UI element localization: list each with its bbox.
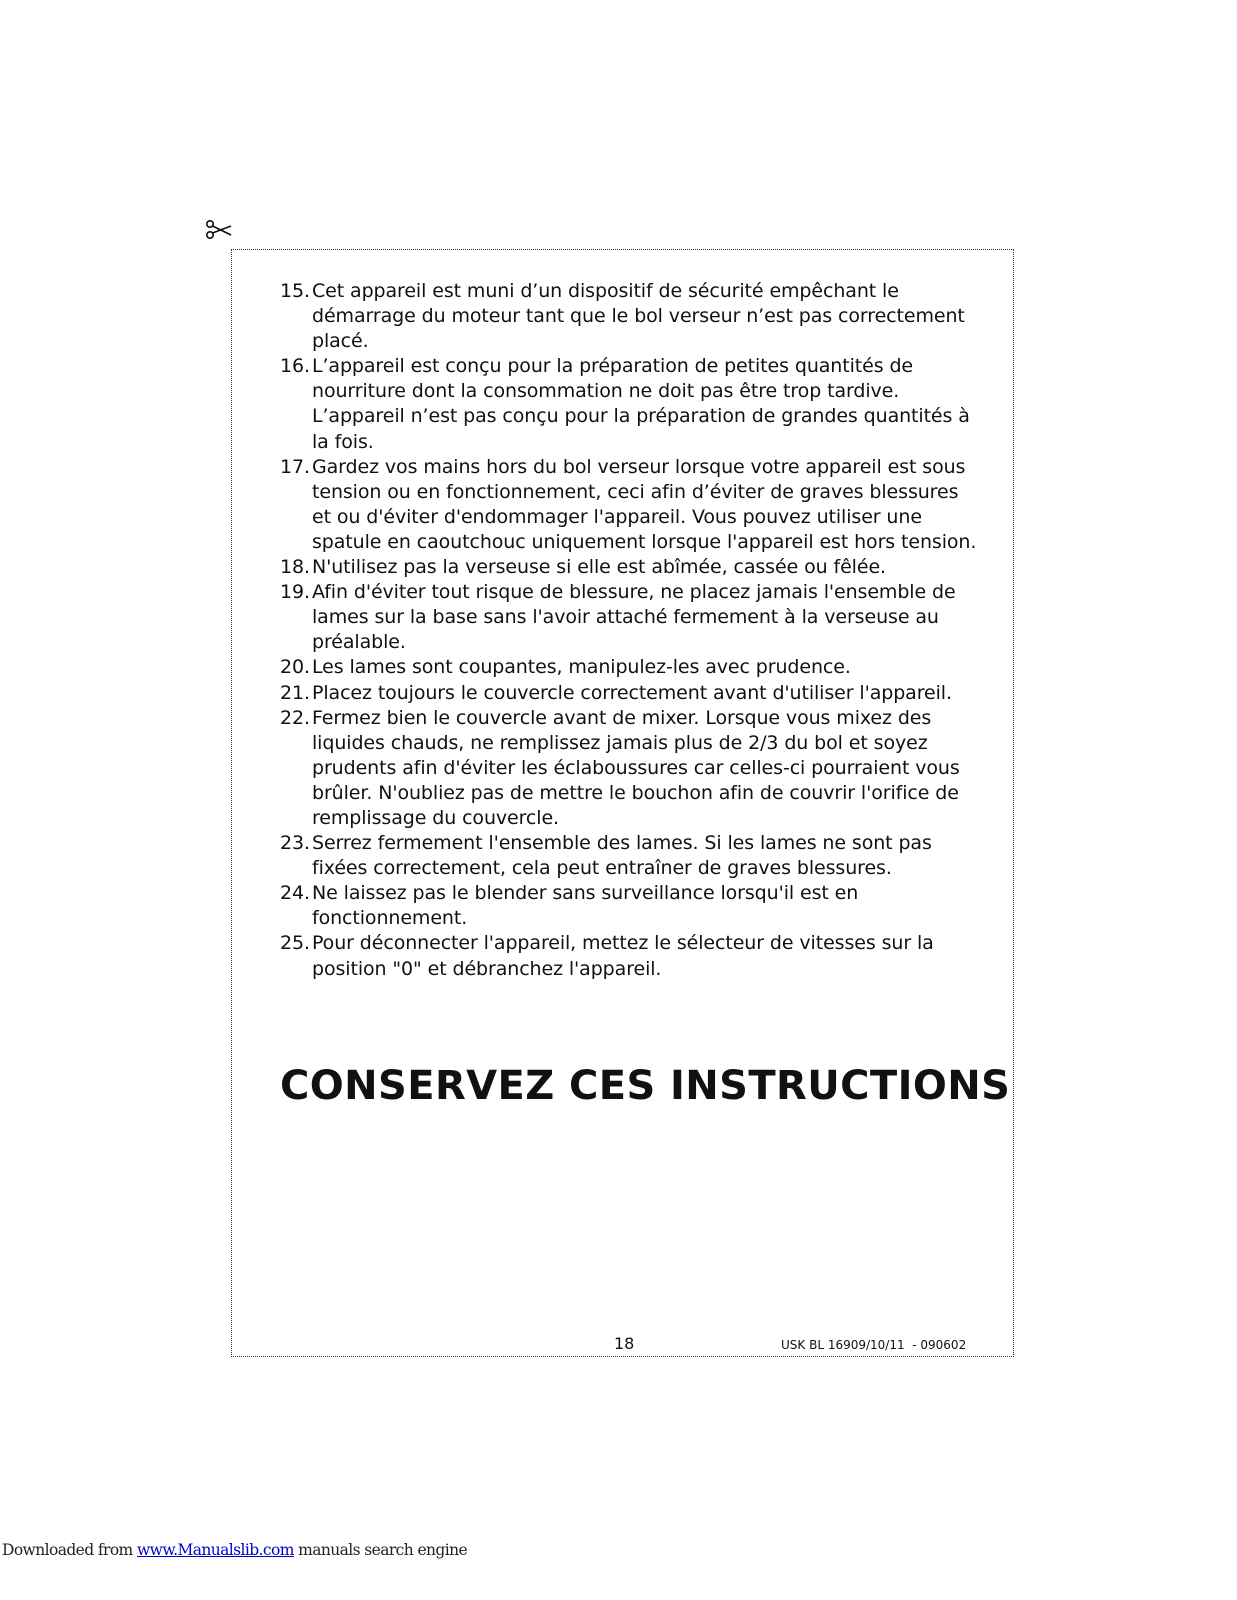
item-text: Afin d'éviter tout risque de blessure, ne placez jamais l'ensemble de lames sur la base sans l'avoir attaché fermement à la verseuse au préalable. xyxy=(312,581,956,654)
item-number: 25. xyxy=(280,932,310,955)
list-item xyxy=(280,354,980,454)
item-number: 19. xyxy=(280,581,310,604)
list-item xyxy=(280,931,980,981)
item-number: 16. xyxy=(280,355,310,378)
item-text: Les lames sont coupantes, manipulez-les avec prudence. xyxy=(312,656,851,679)
save-instructions-heading: CONSERVEZ CES INSTRUCTIONS xyxy=(280,1063,1011,1109)
item-text: N'utilisez pas la verseuse si elle est abîmée, cassée ou fêlée. xyxy=(312,556,886,579)
list-item xyxy=(280,831,980,881)
item-number: 20. xyxy=(280,656,310,679)
page-number: 18 xyxy=(614,1334,635,1353)
list-item xyxy=(280,706,980,831)
list-item xyxy=(280,681,980,706)
list-item xyxy=(280,455,980,555)
item-text: Placez toujours le couvercle correctement avant d'utiliser l'appareil. xyxy=(312,681,952,704)
instructions-content xyxy=(280,279,980,982)
footer-suffix: manuals search engine xyxy=(293,1541,468,1559)
safety-instructions-list xyxy=(280,279,980,982)
item-text: Fermez bien le couvercle avant de mixer. Lorsque vous mixez des liquides chauds, ne remplissez jamais plus de 2/3 du bol et soyez prudents afin d'éviter les éclaboussures car celles-ci pourraient vous brûler. N'oubliez pas de mettre le bouchon afin de couvrir l'orifice de remplissage du couvercle. xyxy=(312,706,960,829)
list-item xyxy=(280,279,980,354)
item-text: L’appareil est conçu pour la préparation de petites quantités de nourriture dont la consommation ne doit pas être trop tardive. L’appareil n’est pas conçu pour la préparation de grandes quantités à la fois. xyxy=(312,355,970,453)
manualslib-link[interactable]: www.Manualslib.com xyxy=(137,1541,294,1559)
footer-prefix: Downloaded from xyxy=(2,1541,137,1559)
list-item xyxy=(280,655,980,680)
item-text: Cet appareil est muni d’un dispositif de sécurité empêchant le démarrage du moteur tant que le bol verseur n’est pas correctement placé. xyxy=(312,280,965,353)
item-text: Serrez fermement l'ensemble des lames. Si les lames ne sont pas fixées correctement, cela peut entraîner de graves blessures. xyxy=(312,832,932,880)
item-number: 21. xyxy=(280,681,310,704)
scissors-icon xyxy=(204,218,234,242)
item-number: 22. xyxy=(280,706,310,729)
item-text: Pour déconnecter l'appareil, mettez le sélecteur de vitesses sur la position "0" et débranchez l'appareil. xyxy=(312,932,934,980)
list-item xyxy=(280,881,980,931)
item-number: 24. xyxy=(280,882,310,905)
list-item xyxy=(280,580,980,655)
document-code: USK BL 16909/10/11 - 090602 xyxy=(781,1338,967,1352)
item-text: Gardez vos mains hors du bol verseur lorsque votre appareil est sous tension ou en fonctionnement, ceci afin d’éviter de graves blessures et ou d'éviter d'endommager l'appareil. Vous pouvez utiliser une spatule en caoutchouc uniquement lorsque l'appareil est hors tension. xyxy=(312,455,977,553)
item-number: 15. xyxy=(280,280,310,302)
item-text: Ne laissez pas le blender sans surveillance lorsqu'il est en fonctionnement. xyxy=(312,882,859,930)
download-footer xyxy=(2,1540,467,1560)
item-number: 17. xyxy=(280,455,310,478)
list-item xyxy=(280,555,980,580)
item-number: 18. xyxy=(280,556,310,579)
item-number: 23. xyxy=(280,832,310,855)
